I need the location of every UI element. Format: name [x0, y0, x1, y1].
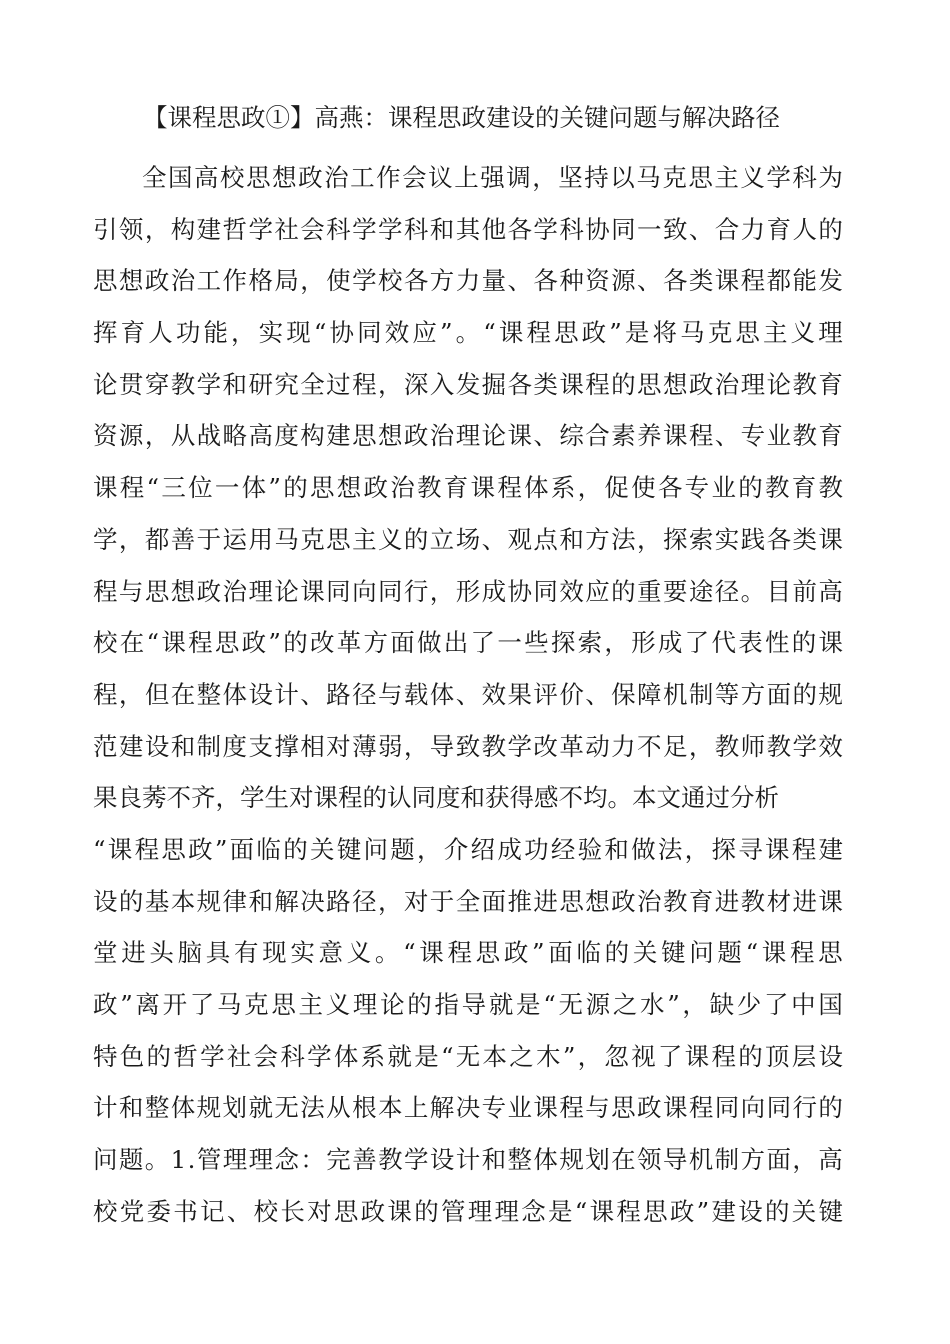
document-body	[93, 152, 843, 1237]
paragraph-line: 全 国 高 校 思 想 政 治 工 作 会 议 上 强 调 ， 坚 持 以 马 克 思 主 义 学 科 为	[142, 163, 843, 192]
paragraph-line: 特 色 的 哲 学 社 会 科 学 体 系 就 是 “ 无 本 之 木 ” ， 忽 视 了 课 程 的 顶 层 设	[93, 1041, 843, 1071]
paragraph-line: 程 与 思 想 政 治 理 论 课 同 向 同 行 ， 形 成 协 同 效 应 的 重 要 途 径 。 目 前 高	[93, 576, 843, 606]
paragraph-line: “ 课 程 思 政 ” 面 临 的 关 键 问 题 ， 介 绍 成 功 经 验 和 做 法 ， 探 寻 课 程 建	[93, 834, 843, 864]
paragraph-line: 引 领 ， 构 建 哲 学 社 会 科 学 学 科 和 其 他 各 学 科 协 同 一 致 、 合 力 育 人 的	[93, 214, 843, 244]
paragraph-line: 校 在 “ 课 程 思 政 ” 的 改 革 方 面 做 出 了 一 些 探 索 ， 形 成 了 代 表 性 的 课	[93, 628, 843, 658]
paragraph-line: 问 题 。 1 . 管 理 理 念 ： 完 善 教 学 设 计 和 整 体 规 划 在 领 导 机 制 方 面 ， 高	[93, 1145, 843, 1175]
paragraph-line: 思 想 政 治 工 作 格 局 ， 使 学 校 各 方 力 量 、 各 种 资 源 、 各 类 课 程 都 能 发	[93, 266, 843, 296]
paragraph-line: 程 ， 但 在 整 体 设 计 、 路 径 与 载 体 、 效 果 评 价 、 保 障 机 制 等 方 面 的 规	[93, 679, 843, 709]
paragraph-line: 政 ” 离 开 了 马 克 思 主 义 理 论 的 指 导 就 是 “ 无 源 之 水 ” ， 缺 少 了 中 国	[93, 990, 843, 1019]
paragraph-line: 挥 育 人 功 能 ， 实 现 “ 协 同 效 应 ” 。 “ 课 程 思 政 ” 是 将 马 克 思 主 义 理	[93, 318, 843, 348]
document-title: 【课程思政①】高燕：课程思政建设的关键问题与解决路径	[143, 103, 780, 132]
paragraph-line: 果 良 莠 不 齐 ， 学 生 对 课 程 的 认 同 度 和 获 得 感 不 均 。 本 文 通 过 分 析	[93, 783, 779, 813]
paragraph-line: 论 贯 穿 教 学 和 研 究 全 过 程 ， 深 入 发 掘 各 类 课 程 的 思 想 政 治 理 论 教 育	[93, 369, 843, 399]
paragraph-line: 学 ， 都 善 于 运 用 马 克 思 主 义 的 立 场 、 观 点 和 方 法 ， 探 索 实 践 各 类 课	[93, 524, 843, 554]
paragraph-line: 范 建 设 和 制 度 支 撑 相 对 薄 弱 ， 导 致 教 学 改 革 动 力 不 足 ， 教 师 教 学 效	[93, 731, 843, 761]
paragraph-line: 堂 进 头 脑 具 有 现 实 意 义 。 “ 课 程 思 政 ” 面 临 的 关 键 问 题 “ 课 程 思	[93, 938, 843, 968]
paragraph-line: 校 党 委 书 记 、 校 长 对 思 政 课 的 管 理 理 念 是 “ 课 程 思 政 ” 建 设 的 关 键	[93, 1196, 843, 1226]
paragraph-line: 课 程 “ 三 位 一 体 ” 的 思 想 政 治 教 育 课 程 体 系 ， 促 使 各 专 业 的 教 育 教	[93, 473, 843, 503]
paragraph-line: 设 的 基 本 规 律 和 解 决 路 径 ， 对 于 全 面 推 进 思 想 政 治 教 育 进 教 材 进 课	[93, 886, 843, 916]
paragraph-line: 计 和 整 体 规 划 就 无 法 从 根 本 上 解 决 专 业 课 程 与 思 政 课 程 同 向 同 行 的	[93, 1093, 843, 1123]
paragraph-line: 资 源 ， 从 战 略 高 度 构 建 思 想 政 治 理 论 课 、 综 合 素 养 课 程 、 专 业 教 育	[93, 421, 843, 451]
